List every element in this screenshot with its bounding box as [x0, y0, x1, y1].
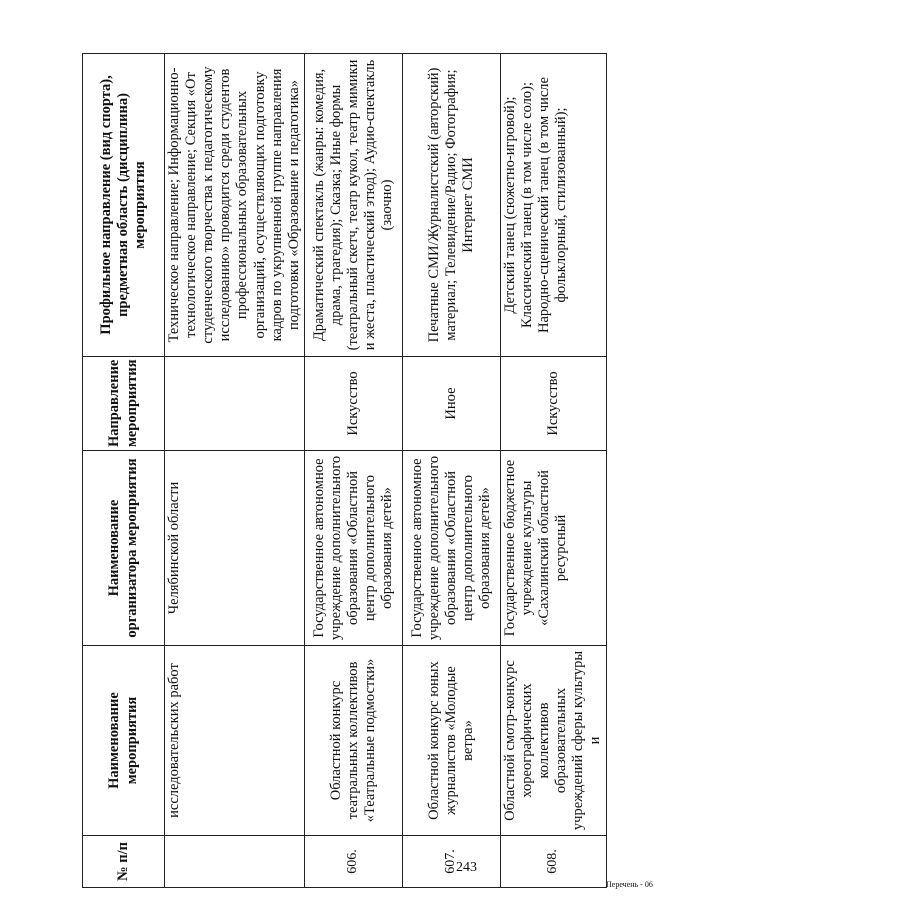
row-organizer: Государственное бюджетное учреждение культуры «Сахалинский областной ресурсный: [500, 451, 606, 646]
row-event: исследовательских работ: [165, 646, 305, 836]
row-direction: Искусство: [304, 357, 402, 451]
row-event: Областной конкурс юных журналистов «Молодые ветра»: [402, 646, 500, 836]
header-num: № п/п: [83, 836, 165, 888]
row-num: 608.: [500, 836, 606, 888]
row-direction: Иное: [402, 357, 500, 451]
row-organizer: Государственное автономное учреждение дополнительного образования «Областной центр дополнительного образования детей»: [304, 451, 402, 646]
footer-note: Перечень - 06: [606, 880, 653, 889]
events-table: [82, 53, 607, 888]
table-header-row: [83, 54, 165, 888]
row-direction: [165, 357, 305, 451]
table-row: [402, 54, 500, 888]
row-event: Областной смотр-конкурс хореографических коллективов образовательных учреждений сферы культуры и: [500, 646, 606, 836]
table-row: [500, 54, 606, 888]
rotated-table-container: [82, 54, 604, 888]
header-organizer: Наименование организатора мероприятия: [83, 451, 165, 646]
row-profile: Техническое направление; Информационно-технологическое направление; Секция «От студенческого творчества к педагогическому исследованию» проводится среди студентов профессиональных образовательных организаций, осуществляющих подготовку кадров по укрупненной группе направления подготовки «Образование и педагогика»: [165, 54, 305, 357]
row-profile: Печатные СМИ/Журналистский (авторский) материал; Телевидение/Радио; Фотография; Интернет СМИ: [402, 54, 500, 357]
header-event: Наименование мероприятия: [83, 646, 165, 836]
header-direction: Направление мероприятия: [83, 357, 165, 451]
row-num: 607.: [402, 836, 500, 888]
row-profile: Драматический спектакль (жанры: комедия, драма, трагедия); Сказка; Иные формы (театральный скетч, театр кукол, театр мимики и жеста, пластический этюд); Аудио-спектакль (заочно): [304, 54, 402, 357]
row-organizer: Челябинской области: [165, 451, 305, 646]
table-row: [165, 54, 305, 888]
row-organizer: Государственное автономное учреждение дополнительного образования «Областной центр дополнительного образования детей»: [402, 451, 500, 646]
row-event: Областной конкурс театральных коллективов «Театральные подмостки»: [304, 646, 402, 836]
page-number: 243: [456, 860, 477, 875]
row-num: [165, 836, 305, 888]
table-row: [304, 54, 402, 888]
header-profile: Профильное направление (вид спорта), предметная область (дисциплина) мероприятия: [83, 54, 165, 357]
row-num: 606.: [304, 836, 402, 888]
row-profile: Детский танец (сюжетно-игровой); Классический танец (в том числе соло); Народно-сценический танец (в том числе фольклорный, стилизованный);: [500, 54, 606, 357]
row-direction: Искусство: [500, 357, 606, 451]
